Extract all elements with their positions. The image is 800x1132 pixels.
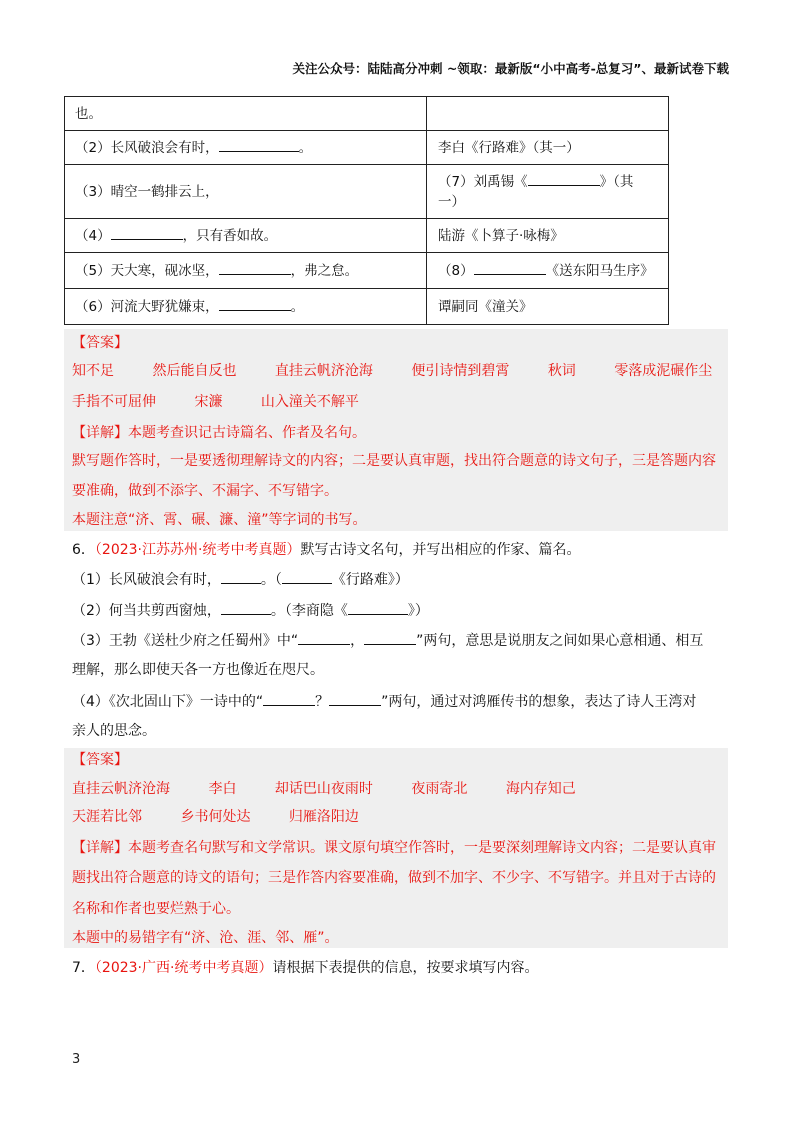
table-cell: 谭嗣同《潼关》 [427, 289, 669, 325]
fill-blank [219, 296, 291, 311]
detail-line: 【详解】本题考查识记古诗篇名、作者及名句。 [72, 425, 366, 441]
table-cell: （8） 《送东阳马生序》 [427, 253, 669, 289]
detail-line: 本题注意“济、霄、碾、濂、潼”等字词的书写。 [72, 512, 367, 528]
table-cell: （6）河流大野犹嫌束， 。 [65, 289, 427, 325]
fill-blank [221, 569, 261, 584]
table-row [65, 131, 669, 165]
table-row [65, 97, 669, 131]
question-6-item: 理解，那么即使天各一方也像近在咫尺。 [72, 662, 324, 678]
fill-blank [221, 600, 271, 615]
table-cell: （5）天大寒，砚冰坚， ，弗之怠。 [65, 253, 427, 289]
fill-blank [263, 691, 315, 706]
question-7-stem: 7．（2023·广西·统考中考真题）请根据下表提供的信息，按要求填写内容。 [72, 960, 539, 976]
question-6-item: 亲人的思念。 [72, 723, 156, 739]
fill-blank [528, 171, 600, 186]
question-6-item: （4）《次北固山下》一诗中的“ ？ ”两句，通过对鸿雁传书的想象，表达了诗人王湾对 [72, 691, 696, 712]
fill-blank [298, 630, 350, 645]
fill-blank [348, 600, 408, 615]
table-row [65, 253, 669, 289]
detail-line: 默写题作答时，一是要透彻理解诗文的内容；二是要认真审题，找出符合题意的诗文句子，三是答题内容 [72, 453, 716, 469]
table-cell: 陆游《卜算子·咏梅》 [427, 219, 669, 253]
fill-blank [364, 630, 416, 645]
detail-line: 名称和作者也要烂熟于心。 [72, 901, 240, 917]
answer-label: 【答案】 [72, 335, 128, 351]
answer-label: 【答案】 [72, 752, 128, 768]
table-cell: （7）刘禹锡《 》（其 一） [427, 165, 669, 219]
table-row [65, 219, 669, 253]
table-cell: （4） ，只有香如故。 [65, 219, 427, 253]
answer-line: 直挂云帆济沧海 李白 却话巴山夜雨时 夜雨寄北 海内存知己 [72, 781, 576, 797]
detail-line: 本题中的易错字有“济、沧、涯、邻、雁”。 [72, 930, 339, 946]
detail-line: 【详解】本题考查名句默写和文学常识。课文原句填空作答时，一是要深刻理解诗文内容；二是要认真审 [72, 840, 716, 856]
fill-blank [474, 260, 546, 275]
table-cell [427, 97, 669, 131]
poem-table [64, 96, 669, 325]
table-cell: （2）长风破浪会有时， 。 [65, 131, 427, 165]
fill-blank [219, 137, 299, 152]
fill-blank [282, 569, 332, 584]
question-6-item: （1）长风破浪会有时， 。（ 《行路难》） [72, 569, 409, 590]
table-row [65, 289, 669, 325]
page-header: 关注公众号：陆陆高分冲刺 ~领取：最新版“小中高考-总复习”、最新试卷下载 [292, 61, 729, 76]
table-cell: （3）晴空一鹤排云上， [65, 165, 427, 219]
question-6-item: （2）何当共剪西窗烛， 。（李商隐《 》） [72, 600, 429, 621]
answer-line: 知不足 然后能自反也 直挂云帆济沧海 便引诗情到碧霄 秋词 零落成泥碾作尘 [72, 363, 713, 379]
table-cell: 李白《行路难》（其一） [427, 131, 669, 165]
fill-blank [111, 225, 183, 240]
page-number: 3 [72, 1052, 81, 1067]
question-6-item: （3）王勃《送杜少府之任蜀州》中“ ， ”两句，意思是说朋友之间如果心意相通、相互 [72, 630, 703, 651]
detail-line: 要准确，做到不添字、不漏字、不写错字。 [72, 483, 338, 499]
answer-line: 天涯若比邻 乡书何处达 归雁洛阳边 [72, 809, 359, 825]
question-6-stem: 6．（2023·江苏苏州·统考中考真题）默写古诗文名句，并写出相应的作家、篇名。 [72, 542, 581, 558]
fill-blank [329, 691, 381, 706]
detail-line: 题找出符合题意的诗文的语句；三是作答内容要准确，做到不加字、不少字、不写错字。并且对于古诗的 [72, 870, 716, 886]
table-cell: 也。 [65, 97, 427, 131]
answer-line: 手指不可屈伸 宋濂 山入潼关不解平 [72, 394, 359, 410]
table-row [65, 165, 669, 219]
fill-blank [219, 260, 291, 275]
